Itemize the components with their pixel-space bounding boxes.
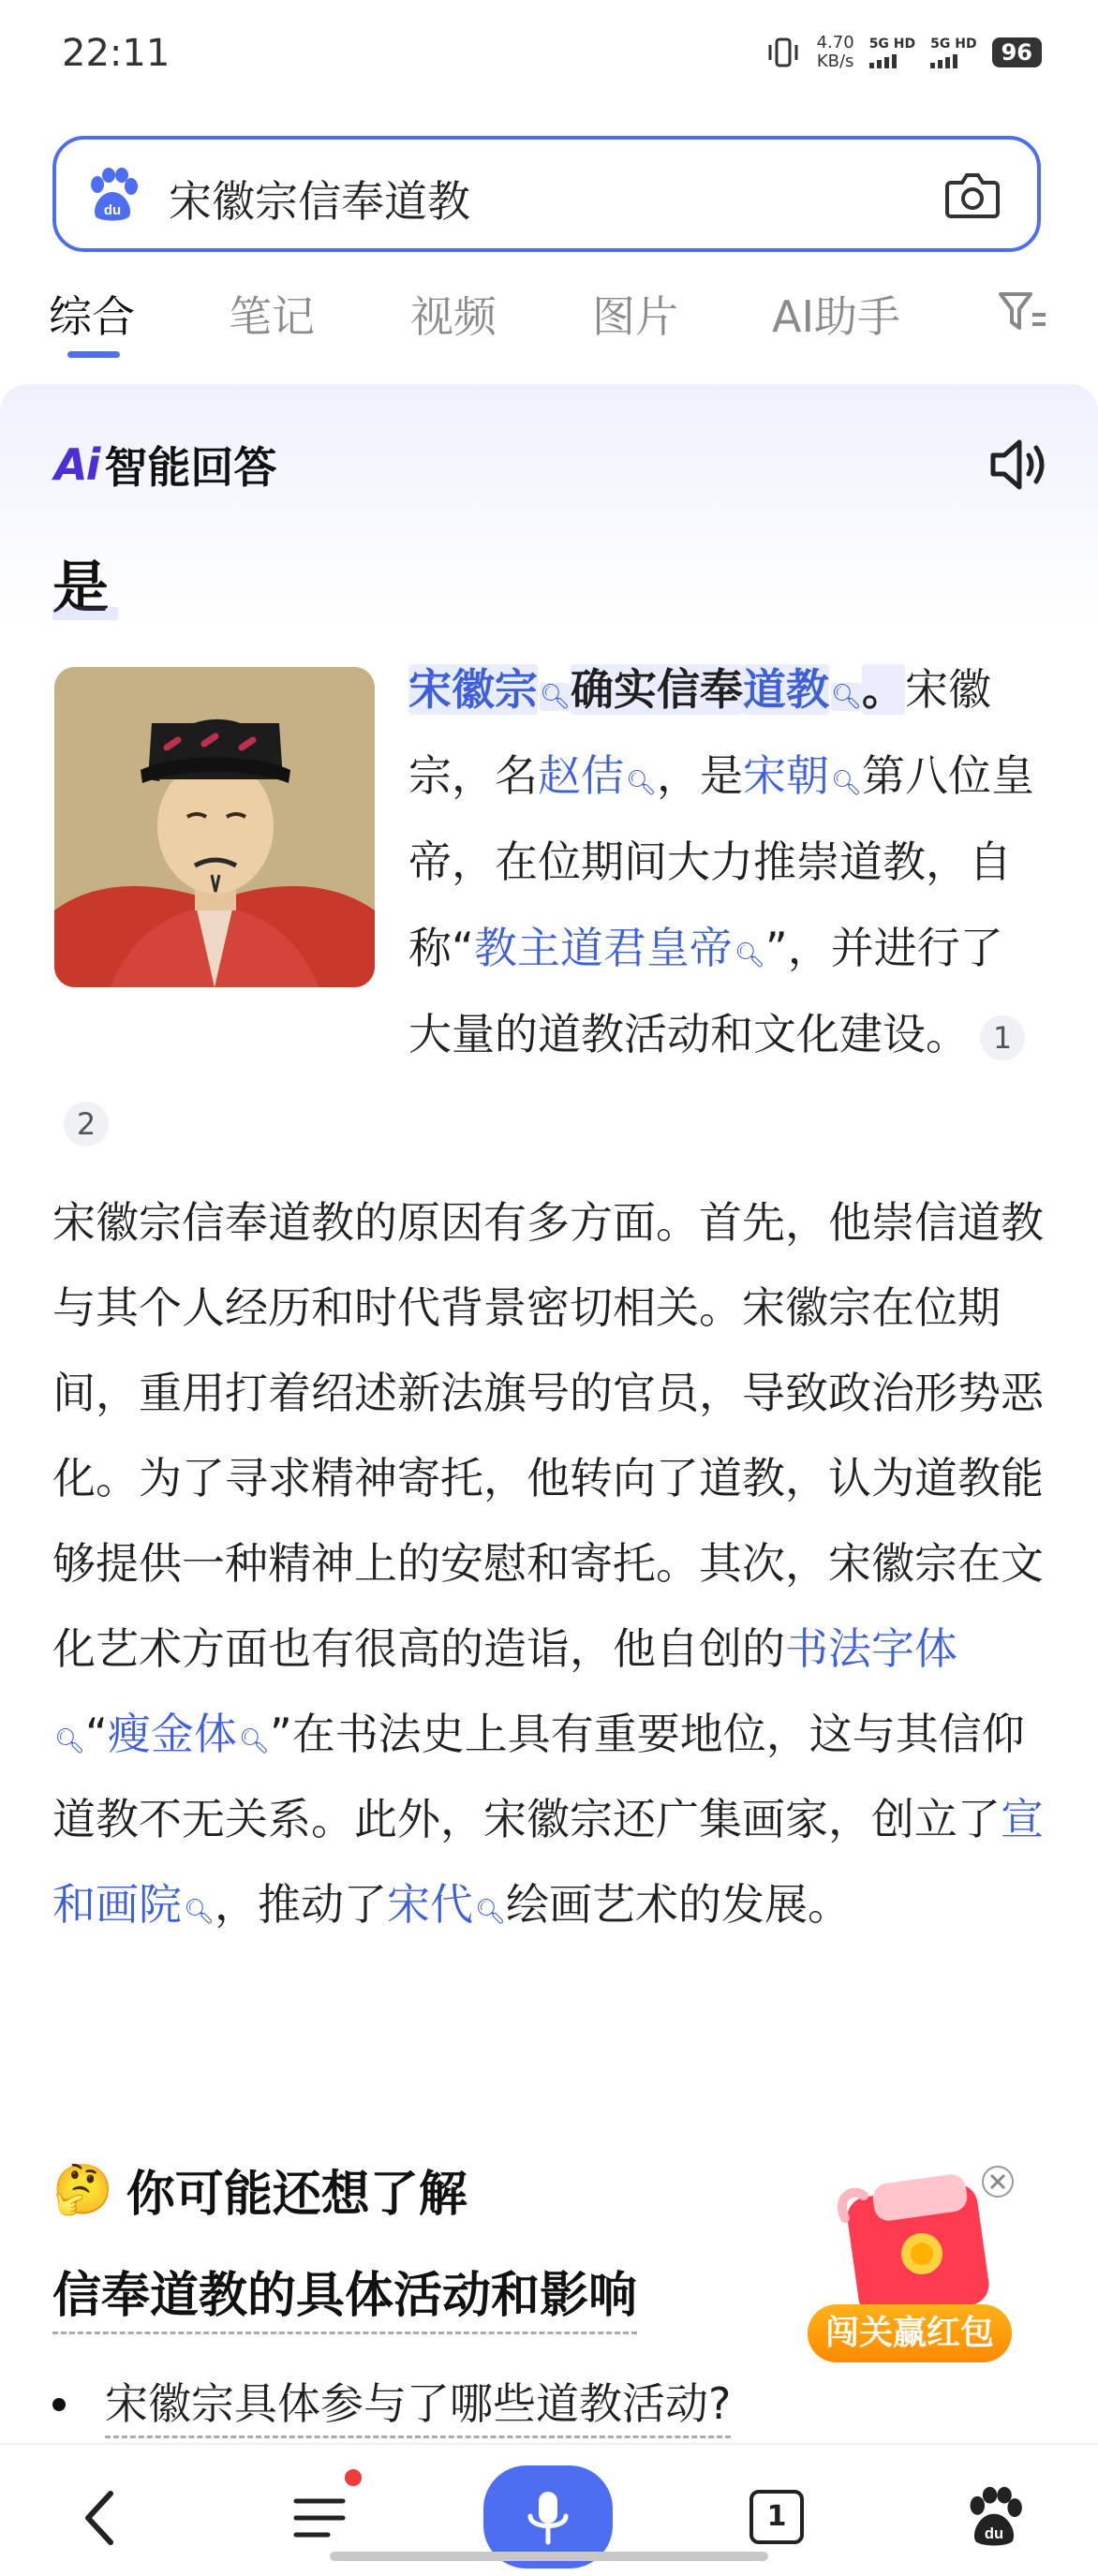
link-calligraphy-font[interactable]: 书法字体 bbox=[785, 1623, 957, 1674]
text: 宋徽宗，名 bbox=[408, 664, 992, 801]
status-icons bbox=[764, 34, 1042, 71]
link-song-dynasty[interactable]: 宋朝 bbox=[743, 750, 830, 801]
text: ”，并进行了大量的道教活动和文化建设。 bbox=[408, 923, 1003, 1059]
baidu-paw-icon bbox=[86, 168, 139, 222]
link-xuanhe-academy[interactable]: 宣和画院 bbox=[52, 1794, 1044, 1930]
citation-badge[interactable]: 1 bbox=[980, 1015, 1025, 1060]
promo-label[interactable]: 闯关赢红包 bbox=[808, 2304, 1012, 2362]
search-link-icon[interactable]: 🔍︎ bbox=[475, 1898, 507, 1926]
answer-highlight-text: 确实信奉 bbox=[571, 664, 744, 715]
search-tabs bbox=[0, 272, 1098, 365]
search-input[interactable]: 宋徽宗信奉道教 bbox=[169, 176, 470, 227]
ai-answer-title: 智能回答 bbox=[104, 442, 277, 493]
active-tab-indicator bbox=[67, 351, 120, 358]
link-song-dai[interactable]: 宋代 bbox=[387, 1879, 474, 1930]
svg-text:du: du bbox=[103, 202, 122, 218]
notification-dot bbox=[345, 2469, 362, 2486]
answer-highlight-period: 。 bbox=[862, 664, 906, 715]
related-question-text: 宋徽宗具体参与了哪些道教活动? bbox=[105, 2370, 731, 2438]
text: 绘画艺术的发展。 bbox=[506, 1879, 852, 1930]
status-time: 22:11 bbox=[62, 32, 171, 75]
text: 第八位皇帝，在位期间大力推崇道教，自称“ bbox=[408, 750, 1035, 973]
text: ”在书法史上具有重要地位，这与其信仰道教不无关系。此外，宋徽宗还广集画家，创立了 bbox=[52, 1709, 1025, 1844]
camera-icon[interactable] bbox=[943, 168, 1002, 222]
signal-sim1 bbox=[869, 37, 915, 68]
status-bar bbox=[0, 0, 1098, 112]
close-icon[interactable] bbox=[980, 2164, 1016, 2199]
text: “ bbox=[85, 1709, 108, 1759]
text: ，推动了 bbox=[215, 1879, 388, 1930]
sim2-label: 5G HD bbox=[930, 36, 977, 52]
search-link-icon[interactable]: 🔍︎ bbox=[626, 769, 658, 797]
vibrate-icon bbox=[764, 34, 802, 71]
signal-bars-icon bbox=[930, 54, 957, 68]
search-link-icon[interactable]: 🔍︎ bbox=[238, 1727, 270, 1755]
link-song-huizong[interactable]: 宋徽宗 bbox=[408, 664, 538, 715]
tab-images[interactable]: 图片 bbox=[592, 291, 678, 342]
filter-icon[interactable] bbox=[997, 289, 1047, 335]
answer-short: 是 bbox=[52, 543, 109, 624]
microphone-icon bbox=[525, 2490, 571, 2546]
tab-notes[interactable]: 笔记 bbox=[229, 291, 315, 342]
tab-video[interactable]: 视频 bbox=[410, 291, 497, 342]
related-question[interactable] bbox=[52, 2370, 731, 2438]
back-icon[interactable] bbox=[77, 2488, 124, 2548]
signal-bars-icon bbox=[869, 54, 897, 68]
home-indicator[interactable] bbox=[330, 2552, 768, 2561]
tab-ai-assistant[interactable]: AI助手 bbox=[772, 291, 901, 342]
search-box[interactable] bbox=[52, 136, 1041, 252]
search-link-icon[interactable]: 🔍︎ bbox=[184, 1898, 215, 1926]
speed-value: 4.70 bbox=[816, 33, 854, 52]
battery-indicator: 96 bbox=[992, 37, 1042, 67]
ai-answer-header bbox=[54, 438, 276, 491]
related-topic[interactable]: 信奉道教的具体活动和影响 bbox=[52, 2256, 637, 2334]
search-link-icon[interactable]: 🔍︎ bbox=[54, 1727, 86, 1755]
speaker-icon[interactable] bbox=[986, 431, 1053, 498]
related-title-text: 你可能还想了解 bbox=[126, 2167, 467, 2223]
search-link-icon[interactable]: 🔍︎ bbox=[734, 941, 765, 970]
answer-paragraph-2 bbox=[52, 1180, 1046, 1947]
tab-all[interactable]: 综合 bbox=[49, 291, 135, 342]
text: 宋徽宗信奉道教的原因有多方面。首先，他崇信道教与其个人经历和时代背景密切相关。宋徽宗在位期间，重用打着绍述新法旗号的官员，导致政治形势恶化。为了寻求精神寄托，他转向了道教，认为道教能够提供一种精神上的安慰和寄托。其次，宋徽宗在文化艺术方面也有很高的造诣，他自创的 bbox=[52, 1197, 1044, 1674]
link-daojiao[interactable]: 道教 bbox=[743, 664, 830, 715]
citation-badge[interactable]: 2 bbox=[64, 1102, 109, 1147]
svg-text:du: du bbox=[984, 2524, 1004, 2543]
signal-sim2 bbox=[930, 37, 976, 68]
baidu-paw-icon[interactable] bbox=[965, 2486, 1023, 2548]
text: ，是 bbox=[657, 750, 744, 801]
tabs-count-button[interactable]: 1 bbox=[749, 2490, 804, 2544]
search-link-icon[interactable]: 🔍︎ bbox=[540, 683, 571, 711]
bullet-icon bbox=[52, 2398, 66, 2411]
ai-brand-logo: Ai bbox=[54, 439, 99, 490]
menu-icon[interactable] bbox=[290, 2490, 349, 2546]
related-section-title bbox=[52, 2154, 467, 2225]
sim1-label: 5G HD bbox=[868, 36, 916, 52]
search-link-icon[interactable]: 🔍︎ bbox=[831, 769, 863, 797]
thinking-face-icon: 🤔 bbox=[52, 2162, 113, 2218]
search-link-icon[interactable]: 🔍︎ bbox=[831, 683, 863, 711]
speed-unit: KB/s bbox=[816, 52, 854, 71]
answer-paragraph-1 bbox=[52, 646, 1046, 1163]
link-jiaozhu-daojun[interactable]: 教主道君皇帝 bbox=[473, 923, 733, 973]
network-speed bbox=[817, 34, 854, 71]
link-zhao-ji[interactable]: 赵佶 bbox=[538, 750, 624, 801]
link-shoujin-ti[interactable]: 瘦金体 bbox=[107, 1709, 237, 1759]
